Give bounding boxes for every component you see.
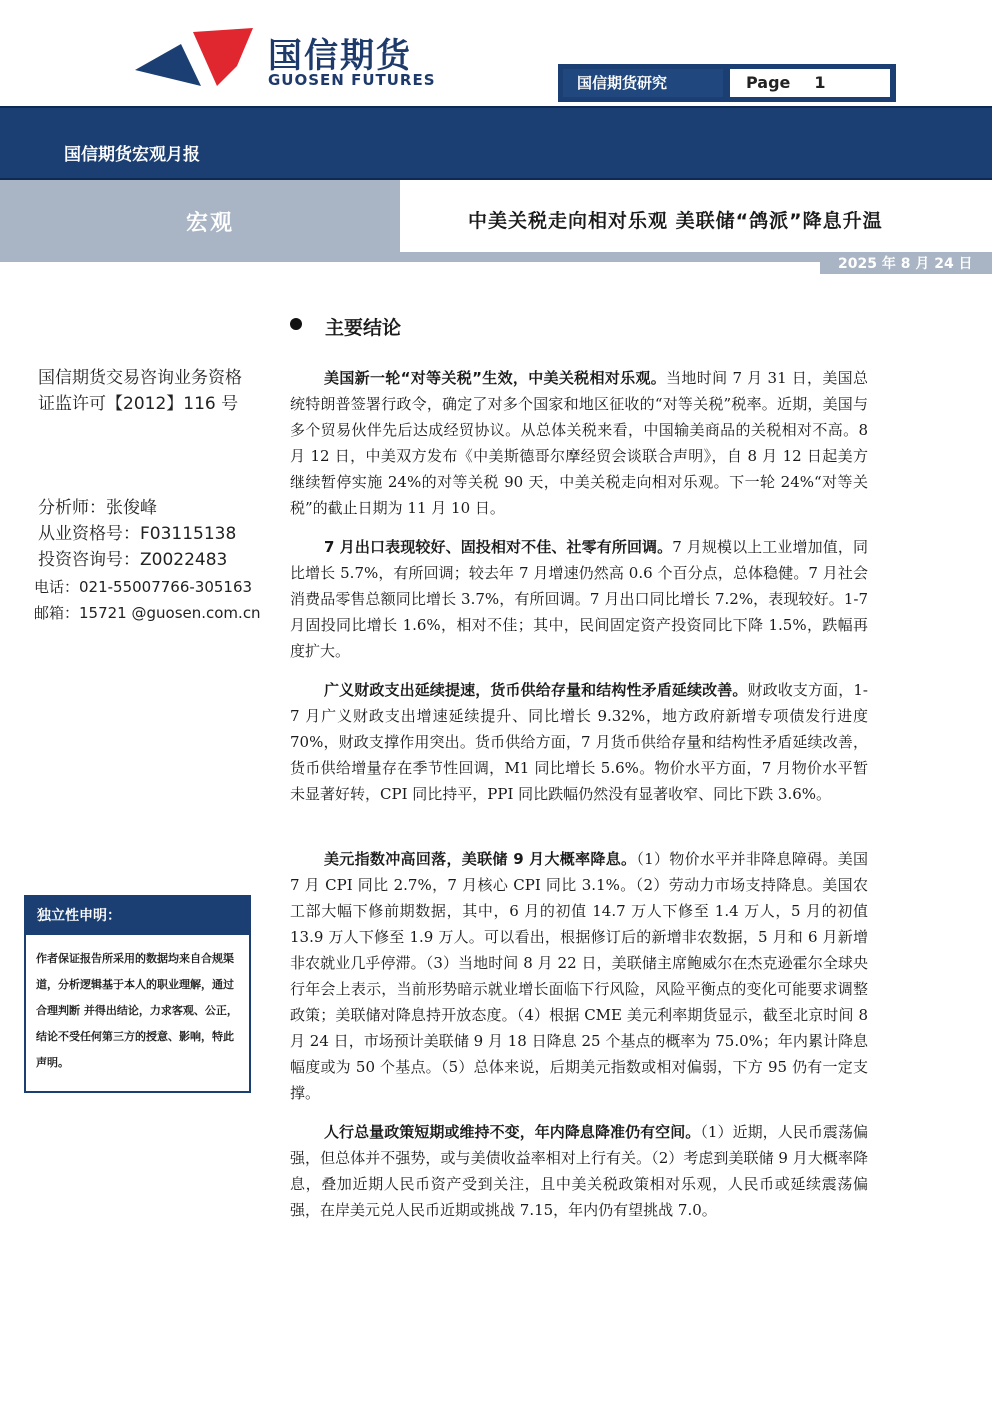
report-name: 国信期货宏观月报: [64, 145, 200, 165]
paragraph: [290, 677, 868, 807]
bullet-icon: [290, 318, 302, 330]
paragraph-lead: 美元指数冲高回落，美联储 9 月大概率降息。: [324, 850, 637, 868]
paragraph: [290, 534, 868, 664]
qualification-number: 从业资格号：F03115138: [38, 524, 237, 544]
report-category: 宏观: [186, 211, 235, 236]
paragraph-lead: 人行总量政策短期或维持不变，年内降息降准仍有空间。: [324, 1123, 701, 1141]
paragraph-lead: 广义财政支出延续提速，货币供给存量和结构性矛盾延续改善。: [324, 681, 748, 699]
paragraph: [290, 365, 868, 521]
analyst-name: 分析师：张俊峰: [38, 498, 157, 518]
paragraph-lead: 美国新一轮“对等关税”生效，中美关税相对乐观。: [324, 369, 667, 387]
paragraph-body: 7 月规模以上工业增加值，同比增长 5.7%，有所回调；较去年 7 月增速仍然高 0.6 个百分点，总体稳健。7 月社会消费品零售总额同比增长 3.7%，有所回调。7 月出口同比增长 7.2%，表现较好。1-7 月固投同比增长 1.6%，相对不佳；其中，民间固定资产投资同比下降 1.5%，跌幅再度扩大。: [290, 538, 868, 660]
page-label: Page: [746, 73, 791, 92]
paragraph: [290, 846, 868, 1106]
disclaimer-title: 独立性申明：: [37, 908, 121, 924]
paragraph-lead: 7 月出口表现较好、固投相对不佳、社零有所回调。: [324, 538, 673, 556]
report-date: 2025 年 8 月 24 日: [838, 256, 973, 272]
paragraph-body: 财政收支方面，1-7 月广义财政支出增速延续提升、同比增长 9.32%，地方政府新增专项债发行进度 70%，财政支撑作用突出。货币供给方面，7 月货币供给存量和结构性矛盾延续改善，货币供给增量存在季节性回调，M1 同比增长 5.6%。物价水平方面，7 月物价水平暂未显著好转，CPI 同比持平，PPI 同比跌幅仍然没有显著收窄、同比下跌 3.6%。: [290, 681, 868, 803]
paragraph-body: （1）近期，人民币震荡偏强，但总体并不强势，或与美债收益率相对上行有关。（2）考虑到美联储 9 月大概率降息，叠加近期人民币资产受到关注，且中美关税政策相对乐观，人民币或延续震荡偏强，在岸美元兑人民币近期或挑战 7.15，年内仍有望挑战 7.0。: [290, 1123, 868, 1219]
license-line-1: 国信期货交易咨询业务资格: [38, 368, 242, 388]
guosen-logo-icon: [135, 26, 255, 92]
email-address: 邮箱：15721 @guosen.com.cn: [34, 604, 261, 622]
license-line-2: 证监许可【2012】116 号: [38, 394, 239, 414]
section-title: 主要结论: [325, 317, 402, 339]
paragraph-body: 当地时间 7 月 31 日，美国总统特朗普签署行政令，确定了对多个国家和地区征收的“对等关税”税率。近期，美国与多个贸易伙伴先后达成经贸协议。从总体关税来看，中国输美商品的关税相对不高。8 月 12 日，中美双方发布《中美斯德哥尔摩经贸会谈联合声明》，自 8 月 12 日起美方继续暂停实施 24%的对等关税 90 天，中美关税走向相对乐观。下一轮 24%“对等关税”的截止日期为 11 月 10 日。: [290, 369, 868, 517]
research-label: 国信期货研究: [563, 69, 723, 97]
phone-number: 电话：021-55007766-305163: [34, 578, 253, 596]
disclaimer-body: 作者保证报告所采用的数据均来自合规渠道，分析逻辑基于本人的职业理解，通过合理判断 并得出结论，力求客观、公正，结论不受任何第三方的授意、影响，特此声明。: [36, 952, 238, 1069]
page-number: 1: [814, 73, 826, 92]
brand-name-en: GUOSEN FUTURES: [268, 71, 436, 89]
paragraph: [290, 1119, 868, 1223]
page-title: 中美关税走向相对乐观 美联储“鸽派”降息升温: [468, 210, 883, 232]
brand-name-cn: 国信期货: [268, 36, 412, 76]
paragraph-body: （1）物价水平并非降息障碍。美国 7 月 CPI 同比 2.7%，7 月核心 CPI 同比 3.1%。（2）劳动力市场支持降息。美国农工部大幅下修前期数据，其中，6 月的初值 14.7 万人下修至 1.4 万人，5 月的初值 13.9 万人下修至 1.9 万人。可以看出，根据修订后的新增非农数据，5 月和 6 月新增非农就业几乎停滞。（3）当地时间 8 月 22 日，美联储主席鲍威尔在杰克逊霍尔全球央行年会上表示，当前形势暗示就业增长面临下行风险，风险平衡点的变化可能要求调整政策；美联储对降息持开放态度。（4）根据 CME 美元利率期货显示，截至北京时间 8 月 24 日，市场预计美联储 9 月 18 日降息 25 个基点的概率为 75.0%；年内累计降息幅度或为 50 个基点。（5）总体来说，后期美元指数或相对偏弱，下方 95 仍有一定支撑。: [290, 850, 868, 1102]
page-indicator: [730, 69, 890, 97]
consult-number: 投资咨询号：Z0022483: [38, 550, 228, 570]
